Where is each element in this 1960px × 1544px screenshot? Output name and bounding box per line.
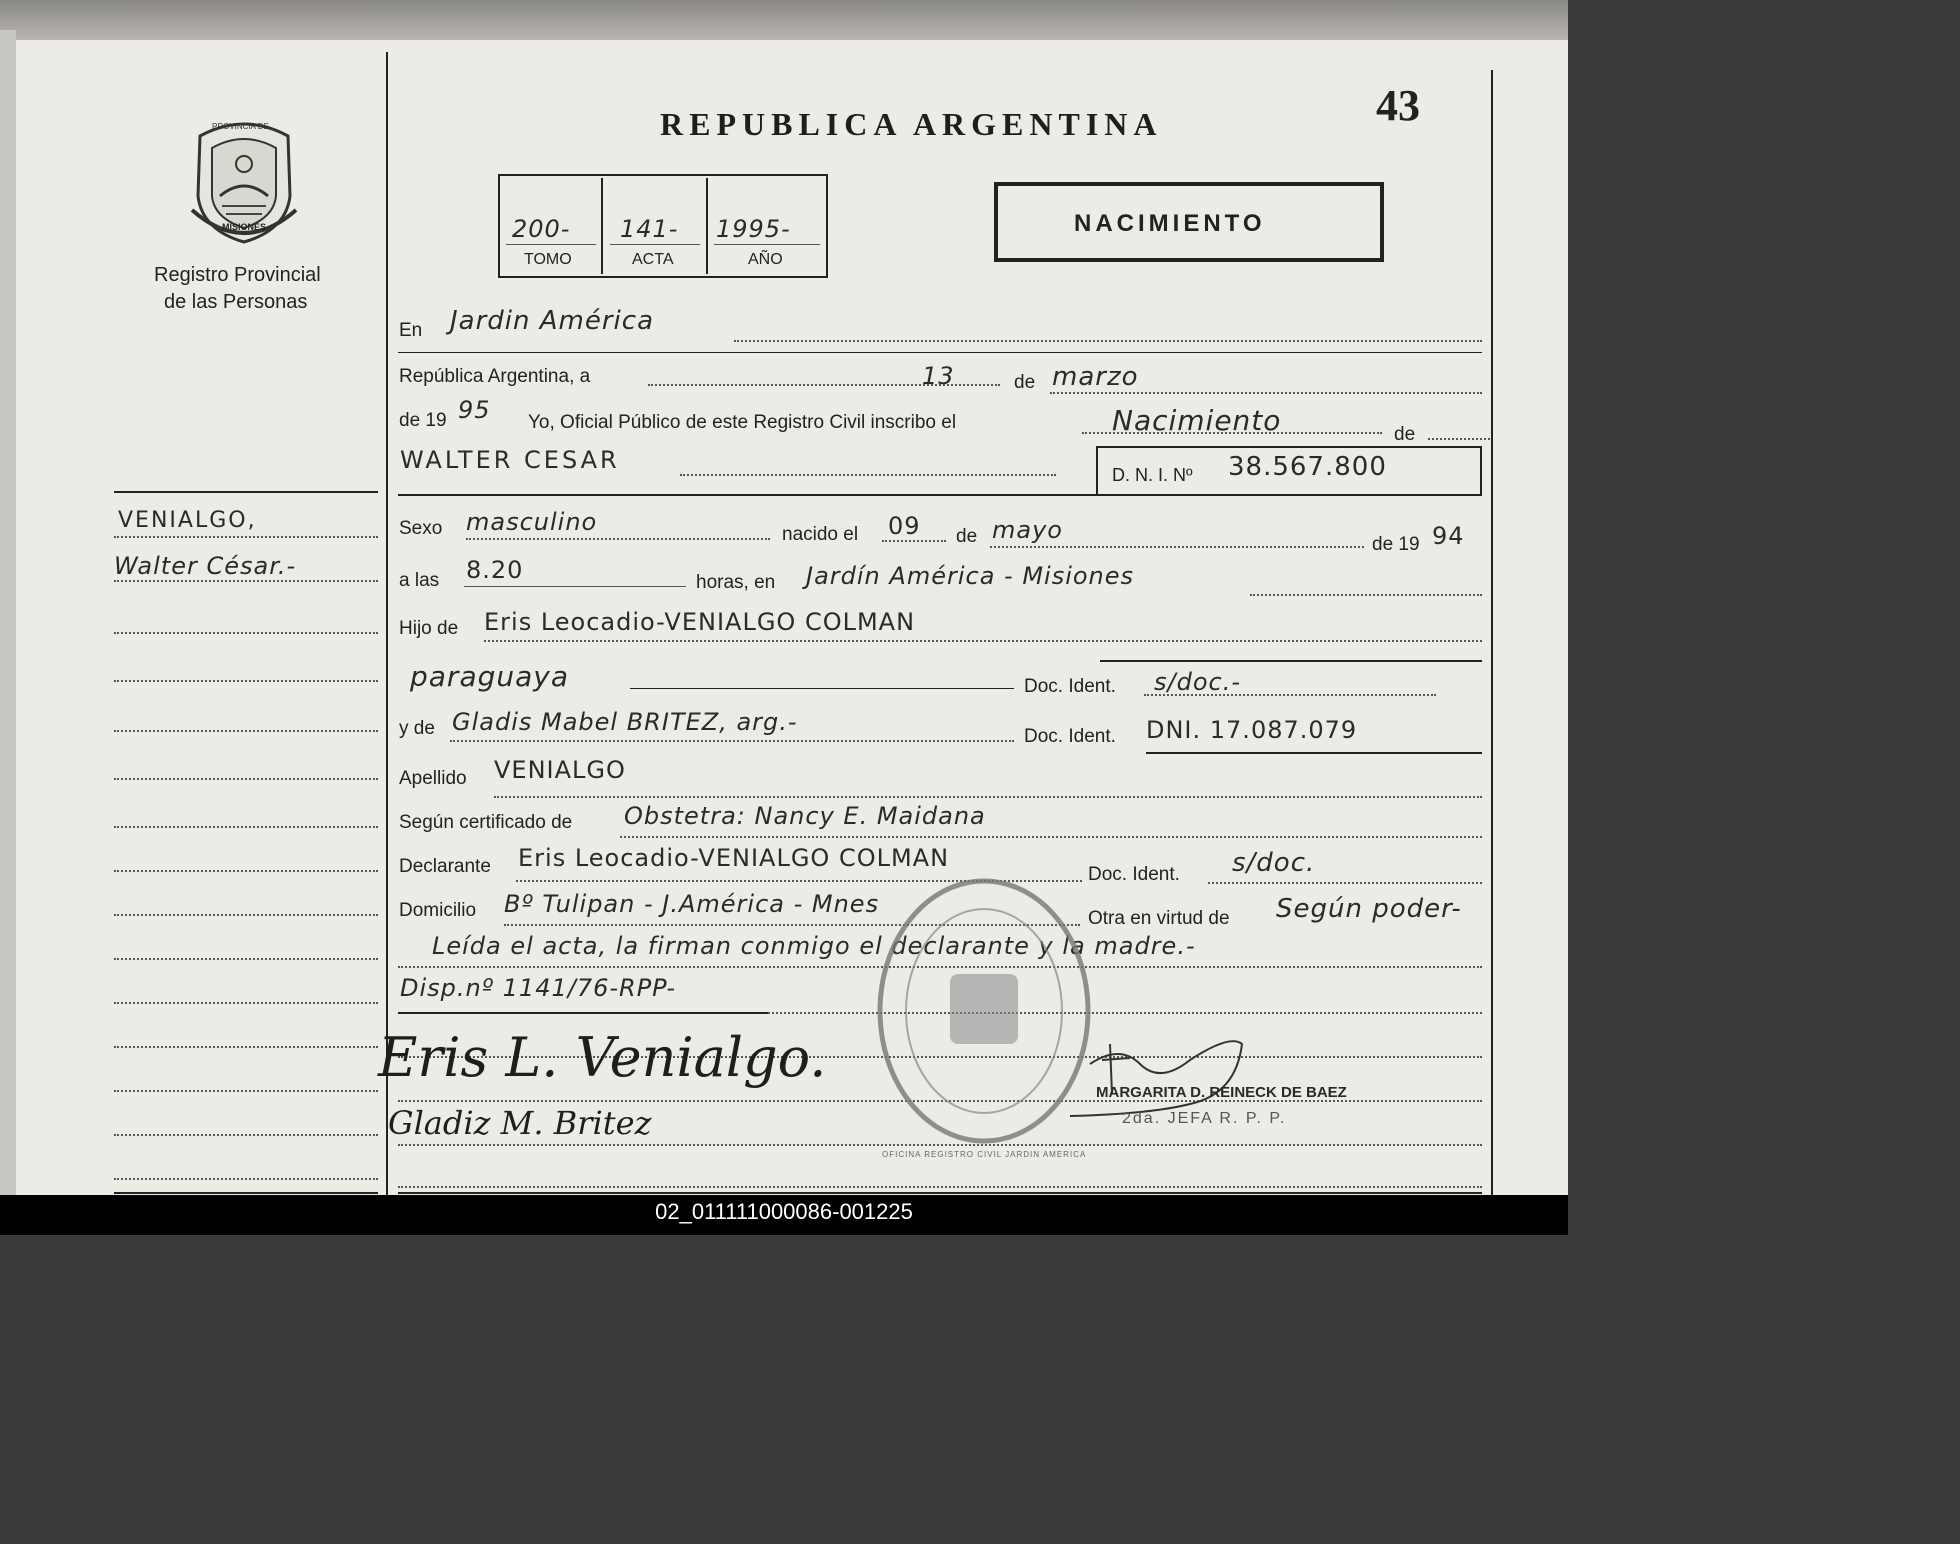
hour-value: 8.20 bbox=[466, 556, 524, 584]
de19b-label: de 19 bbox=[1372, 534, 1420, 555]
declarante-value: Eris Leocadio-VENIALGO COLMAN bbox=[518, 844, 950, 872]
body-rule-bottom bbox=[398, 1192, 1482, 1194]
father-line bbox=[484, 640, 1482, 642]
father-value: Eris Leocadio-VENIALGO COLMAN bbox=[484, 608, 916, 636]
page-number: 43 bbox=[1376, 81, 1420, 130]
alas-label: a las bbox=[399, 570, 440, 591]
hijo-label: Hijo de bbox=[399, 618, 459, 639]
otra-line2: Leída el acta, la firman conmigo el declarante y la madre.- bbox=[432, 932, 1196, 960]
segun-label: Según certificado de bbox=[399, 812, 573, 833]
yo-text: Yo, Oficial Público de este Registro Civil inscribo el bbox=[528, 412, 957, 433]
file-id: 02_011111000086-001225 bbox=[655, 1199, 913, 1224]
otra-label: Otra en virtud de bbox=[1088, 908, 1230, 929]
en-label: En bbox=[399, 320, 423, 341]
official-title: 2da. JEFA R. P. P. bbox=[1122, 1110, 1287, 1127]
margin-divider bbox=[386, 52, 388, 1195]
father-doc: s/doc.- bbox=[1154, 668, 1241, 696]
apellido-line bbox=[494, 796, 1482, 798]
father-doc-label: Doc. Ident. bbox=[1024, 676, 1116, 697]
book-edge-top bbox=[0, 0, 1568, 44]
declarante-doc: s/doc. bbox=[1232, 848, 1316, 878]
place-value: Jardín América - Misiones bbox=[806, 562, 1135, 590]
en-rule bbox=[398, 352, 1482, 353]
signature-mother: Gladiz M. Britez bbox=[388, 1104, 652, 1142]
official-name: MARGARITA D. REINECK DE BAEZ bbox=[1096, 1084, 1347, 1101]
month-value: marzo bbox=[1052, 362, 1139, 392]
declarante-label: Declarante bbox=[399, 856, 491, 877]
registry-line2: de las Personas bbox=[164, 291, 308, 313]
seal-bottom-text: MISIONES bbox=[222, 222, 267, 232]
born-day-line bbox=[882, 540, 946, 542]
seal-top-text: PROVINCIA DE bbox=[212, 122, 269, 131]
anio-value: 1995- bbox=[716, 215, 791, 243]
acta-label: ACTA bbox=[632, 251, 674, 268]
event-line bbox=[1082, 432, 1382, 434]
acta-value: 141- bbox=[620, 215, 679, 243]
right-border bbox=[1491, 70, 1493, 1195]
mother-doc-rule bbox=[1146, 752, 1482, 754]
otra-line3: Disp.nº 1141/76-RPP- bbox=[400, 974, 676, 1002]
born-month-line bbox=[990, 546, 1364, 548]
day-value: 13 bbox=[922, 362, 955, 390]
born-month: mayo bbox=[992, 516, 1063, 544]
otra-value: Según poder- bbox=[1276, 894, 1462, 924]
yde-label: y de bbox=[399, 718, 435, 739]
tomo-label: TOMO bbox=[524, 251, 572, 268]
father-nationality: paraguaya bbox=[410, 660, 570, 693]
apellido-label: Apellido bbox=[399, 768, 467, 789]
domicilio-value: Bº Tulipan - J.América - Mnes bbox=[504, 890, 880, 918]
dni-label: D. N. I. Nº bbox=[1112, 465, 1193, 485]
sig-line5 bbox=[398, 1186, 1482, 1188]
born-day: 09 bbox=[888, 512, 921, 540]
tomo-value: 200- bbox=[512, 215, 571, 243]
anio-line bbox=[714, 244, 820, 245]
horas-label: horas, en bbox=[696, 572, 776, 593]
registry-line1: Registro Provincial bbox=[154, 264, 321, 286]
segun-value: Obstetra: Nancy E. Maidana bbox=[624, 802, 986, 830]
de1-label: de bbox=[1014, 372, 1036, 393]
body-rule-top bbox=[398, 494, 1482, 496]
en-value: Jardin América bbox=[450, 306, 655, 336]
margin-given: Walter César.- bbox=[114, 552, 297, 580]
country-title: REPUBLICA ARGENTINA bbox=[660, 106, 1163, 142]
anio-label: AÑO bbox=[748, 251, 783, 268]
declarante-doc-line bbox=[1208, 882, 1482, 884]
sexo-value: masculino bbox=[466, 508, 598, 536]
month-line bbox=[1050, 392, 1482, 394]
record-type: NACIMIENTO bbox=[1074, 210, 1266, 237]
father-rule bbox=[1100, 660, 1482, 662]
dni-value: 38.567.800 bbox=[1228, 452, 1387, 482]
mother-doc: DNI. 17.087.079 bbox=[1146, 716, 1358, 744]
event-value: Nacimiento bbox=[1112, 404, 1282, 437]
de2-label: de bbox=[1394, 424, 1416, 445]
segun-line bbox=[620, 836, 1482, 838]
record-box-div2 bbox=[706, 178, 708, 274]
otra-line3-rule bbox=[398, 1012, 768, 1014]
en-line bbox=[734, 340, 1482, 342]
born-year: 94 bbox=[1432, 522, 1465, 550]
father-nat-rule bbox=[630, 688, 1014, 689]
mother-value: Gladis Mabel BRITEZ, arg.- bbox=[452, 708, 798, 736]
domicilio-label: Domicilio bbox=[399, 900, 477, 921]
name-line bbox=[680, 474, 1056, 476]
de3-label: de bbox=[956, 526, 978, 547]
stamp-text: OFICINA REGISTRO CIVIL JARDIN AMERICA bbox=[882, 1150, 1087, 1159]
official-signature-icon bbox=[1060, 1024, 1260, 1124]
tomo-line bbox=[506, 244, 596, 245]
sexo-label: Sexo bbox=[399, 518, 443, 539]
apellido-value: VENIALGO bbox=[494, 756, 626, 784]
name-value: WALTER CESAR bbox=[400, 446, 620, 474]
father-doc-line bbox=[1144, 694, 1436, 696]
margin-rule-top bbox=[114, 491, 378, 493]
de19-label: de 19 bbox=[399, 410, 447, 431]
mother-line bbox=[450, 740, 1014, 742]
margin-rule-bottom bbox=[114, 1192, 378, 1194]
left-page-edge bbox=[0, 30, 16, 1195]
rep-label: República Argentina, a bbox=[399, 366, 591, 387]
sexo-line bbox=[466, 538, 770, 540]
signature-declarante: Eris L. Venialgo. bbox=[378, 1026, 827, 1089]
acta-line bbox=[610, 244, 700, 245]
place-line bbox=[1250, 594, 1482, 596]
nacido-label: nacido el bbox=[782, 524, 859, 545]
hour-line bbox=[464, 586, 686, 587]
declarante-doc-label: Doc. Ident. bbox=[1088, 864, 1180, 885]
record-box-div1 bbox=[601, 178, 603, 274]
margin-surname: VENIALGO, bbox=[118, 508, 257, 533]
year-value: 95 bbox=[458, 396, 491, 424]
mother-doc-label: Doc. Ident. bbox=[1024, 726, 1116, 747]
de2-line bbox=[1428, 438, 1490, 440]
